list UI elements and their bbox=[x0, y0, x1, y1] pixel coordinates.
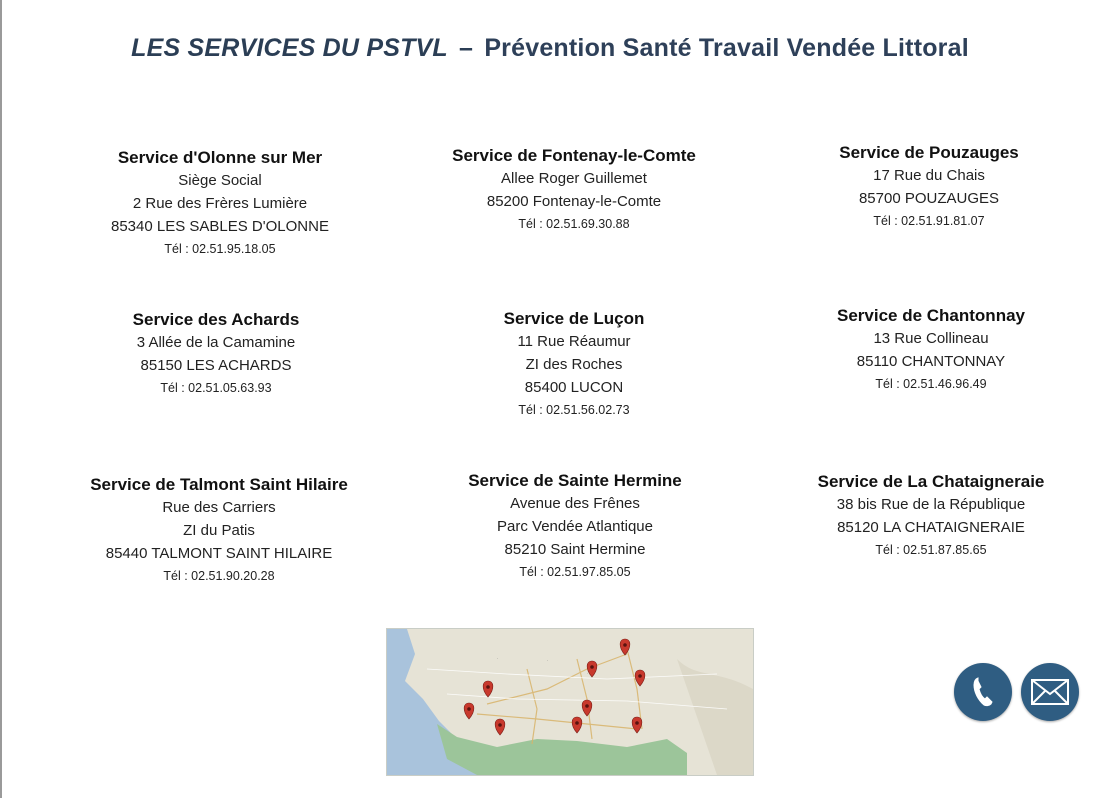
office-name: Service de Chantonnay bbox=[836, 306, 1025, 325]
office-address: Avenue des Frênes bbox=[510, 495, 640, 512]
svg-text:.: . bbox=[547, 657, 549, 662]
office-phone[interactable]: Tél : 02.51.97.85.05 bbox=[519, 565, 631, 579]
map-pin-icon[interactable] bbox=[587, 661, 597, 677]
office-phone[interactable]: Tél : 02.51.56.02.73 bbox=[518, 403, 630, 417]
office-sainte-hermine bbox=[410, 469, 740, 583]
office-name: Service de Luçon bbox=[503, 309, 645, 328]
map-pin-icon[interactable] bbox=[582, 700, 592, 716]
office-address: 3 Allée de la Camamine bbox=[136, 334, 296, 351]
map-pin-icon[interactable] bbox=[464, 703, 474, 719]
page-border bbox=[0, 0, 2, 798]
map-pin-icon[interactable] bbox=[632, 717, 642, 733]
office-city: 85200 Fontenay-le-Comte bbox=[486, 193, 662, 210]
office-city: 85700 POUZAUGES bbox=[858, 190, 1000, 207]
office-address: Rue des Carriers bbox=[162, 499, 276, 516]
svg-text:.: . bbox=[587, 670, 589, 675]
office-zone: ZI du Patis bbox=[183, 522, 255, 539]
vendee-map[interactable] bbox=[386, 628, 754, 776]
office-city: 85440 TALMONT SAINT HILAIRE bbox=[105, 545, 333, 562]
page-title bbox=[0, 34, 1100, 63]
office-name: Service d'Olonne sur Mer bbox=[117, 148, 323, 167]
office-address: 2 Rue des Frères Lumière bbox=[132, 195, 308, 212]
office-address: 11 Rue Réaumur bbox=[517, 333, 631, 350]
office-address: 17 Rue du Chais bbox=[873, 167, 985, 184]
envelope-icon bbox=[1030, 677, 1070, 707]
office-city: 85120 LA CHATAIGNERAIE bbox=[837, 519, 1025, 536]
map-pin-icon[interactable] bbox=[635, 670, 645, 686]
office-name: Service de Pouzauges bbox=[839, 143, 1019, 162]
svg-text:.: . bbox=[497, 655, 499, 660]
office-city: 85150 LES ACHARDS bbox=[140, 357, 292, 374]
office-address: 13 Rue Collineau bbox=[873, 330, 989, 347]
office-phone[interactable]: Tél : 02.51.95.18.05 bbox=[164, 242, 276, 256]
map-pin-icon[interactable] bbox=[495, 719, 505, 735]
office-name: Service de La Chataigneraie bbox=[817, 472, 1045, 491]
office-phone[interactable]: Tél : 02.51.46.96.49 bbox=[875, 377, 987, 391]
office-olonne bbox=[55, 146, 385, 260]
office-fontenay bbox=[409, 144, 739, 235]
office-phone[interactable]: Tél : 02.51.90.20.28 bbox=[163, 569, 275, 583]
office-name: Service de Sainte Hermine bbox=[468, 471, 682, 490]
office-phone[interactable]: Tél : 02.51.91.81.07 bbox=[873, 214, 985, 228]
mail-button[interactable] bbox=[1021, 663, 1079, 721]
office-name: Service de Fontenay-le-Comte bbox=[452, 146, 696, 165]
office-zone: Parc Vendée Atlantique bbox=[497, 518, 653, 535]
phone-button[interactable] bbox=[954, 663, 1012, 721]
office-pouzauges bbox=[764, 141, 1094, 232]
office-chataigneraie bbox=[766, 470, 1096, 561]
page-title-subtitle: Prévention Santé Travail Vendée Littoral bbox=[484, 34, 969, 62]
page-title-separator: – bbox=[459, 34, 474, 62]
map-pin-icon[interactable] bbox=[483, 681, 493, 697]
office-city: 85340 LES SABLES D'OLONNE bbox=[111, 218, 329, 235]
office-chantonnay bbox=[766, 304, 1096, 395]
phone-icon bbox=[968, 675, 998, 709]
office-city: 85400 LUCON bbox=[524, 379, 624, 396]
office-city: 85210 Saint Hermine bbox=[504, 541, 646, 558]
map-pin-icon[interactable] bbox=[572, 717, 582, 733]
office-city: 85110 CHANTONNAY bbox=[856, 353, 1006, 370]
office-address: 38 bis Rue de la République bbox=[836, 496, 1026, 513]
office-achards bbox=[51, 308, 381, 399]
office-address: Allee Roger Guillemet bbox=[501, 170, 647, 187]
office-talmont bbox=[54, 473, 384, 587]
office-name: Service des Achards bbox=[132, 310, 300, 329]
office-line: Siège Social bbox=[178, 172, 262, 189]
office-phone[interactable]: Tél : 02.51.05.63.93 bbox=[160, 381, 272, 395]
office-zone: ZI des Roches bbox=[525, 356, 623, 373]
page-title-main: LES SERVICES DU PSTVL bbox=[131, 34, 448, 62]
map-markers bbox=[387, 629, 753, 775]
office-phone[interactable]: Tél : 02.51.69.30.88 bbox=[518, 217, 630, 231]
office-phone[interactable]: Tél : 02.51.87.85.65 bbox=[875, 543, 987, 557]
map-pin-icon[interactable] bbox=[620, 639, 630, 655]
office-name: Service de Talmont Saint Hilaire bbox=[90, 475, 348, 494]
office-lucon bbox=[409, 307, 739, 421]
